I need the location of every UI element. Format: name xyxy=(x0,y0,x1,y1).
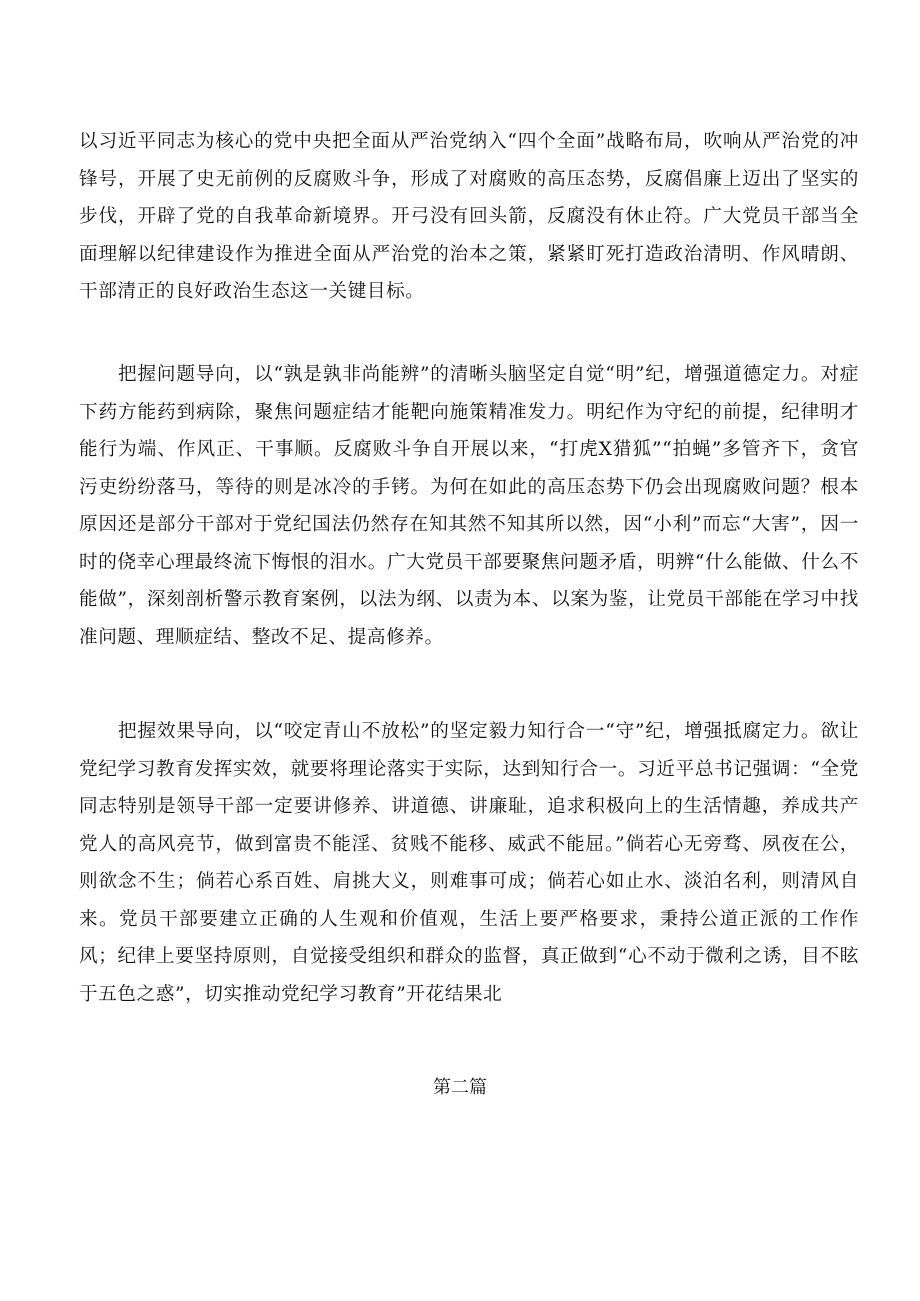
paragraph-2: 把握问题导向，以“孰是孰非尚能辨”的清晰头脑坚定自觉“明”纪，增强道德定力。对症下药方能药到病除，聚焦问题症结才能靶向施策精准发力。明纪作为守纪的前提，纪律明才能行为端、作风正、干事顺。反腐败斗争自开展以来，“打虎X猎狐”“拍蝇”多管齐下，贪官污吏纷纷落马，等待的则是冰冷的手铐。为何在如此的高压态势下仍会出现腐败问题？根本原因还是部分干部对于党纪国法仍然存在知其然不知其所以然，因“小利”而忘“大害”，因一时的侥幸心理最终流下悔恨的泪水。广大党员干部要聚焦问题矛盾，明辨“什么能做、什么不能做”，深刻剖析警示教育案例，以法为纲、以责为本、以案为鉴，让党员干部能在学习中找准问题、理顺症结、整改不足、提高修养。 xyxy=(79,364,859,648)
paragraph-1: 以习近平同志为核心的党中央把全面从严治党纳入“四个全面”战略布局，吹响从严治党的冲锋号，开展了史无前例的反腐败斗争，形成了对腐败的高压态势，反腐倡廉上迈出了坚实的步伐，开辟了党的自我革命新境界。开弓没有回头箭，反腐没有休止符。广大党员干部当全面理解以纪律建设作为推进全面从严治党的治本之策，紧紧盯死打造政治清明、作风晴朗、干部清正的良好政治生态这一关键目标。 xyxy=(79,131,859,302)
paragraph-3: 把握效果导向，以“咬定青山不放松”的坚定毅力知行合一“守”纪，增强抵腐定力。欲让党纪学习教育发挥实效，就要将理论落实于实际，达到知行合一。习近平总书记强调：“全党同志特别是领导干部一定要讲修养、讲道德、讲廉耻，追求积极向上的生活情趣，养成共产党人的高风亮节，做到富贵不能淫、贫贱不能移、威武不能屈。”倘若心无旁骛、夙夜在公，则欲念不生；倘若心系百姓、肩挑大义，则难事可成；倘若心如止水、淡泊名利，则清风自来。党员干部要建立正确的人生观和价值观，生活上要严格要求，秉持公道正派的工作作风；纪律上要坚持原则，自觉接受组织和群众的监督，真正做到“心不动于微利之诱，目不眩于五色之惑”，切实推动党纪学习教育”开花结果北 xyxy=(79,721,859,1005)
section-title: 第二篇 xyxy=(433,1077,487,1098)
